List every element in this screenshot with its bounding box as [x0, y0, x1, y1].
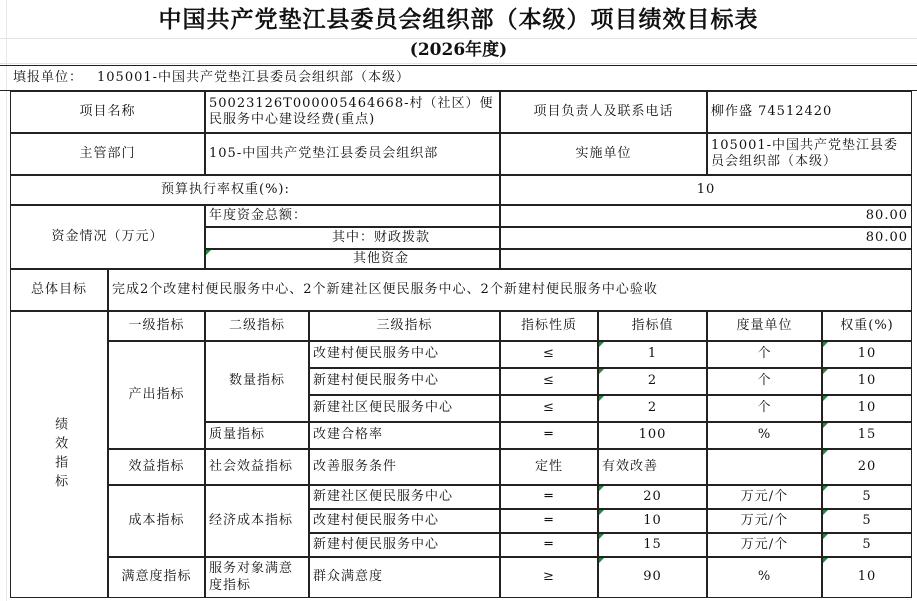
- row-value: 15: [598, 533, 707, 557]
- impl-value: 105001-中国共产党垫江县委员会组织部（本级）: [707, 133, 912, 175]
- row-unit: [707, 449, 822, 485]
- goal-label: 总体目标: [10, 269, 108, 311]
- row-weight: 10: [822, 557, 912, 598]
- row-value: 1: [598, 341, 707, 368]
- level1-cost: 成本指标: [108, 485, 205, 557]
- row-unit: 万元/个: [707, 533, 822, 557]
- cell-comment-marker: [599, 510, 604, 515]
- row-level3: 改善服务条件: [309, 449, 500, 485]
- row-level3: 新建村便民服务中心: [309, 533, 500, 557]
- row-nature: ≤: [500, 341, 598, 368]
- cell-comment-marker: [823, 396, 828, 401]
- header-nature: 指标性质: [500, 311, 598, 341]
- header-unit: 度量单位: [707, 311, 822, 341]
- indicators-section-text: 绩效指标: [52, 416, 68, 493]
- row-nature: ≤: [500, 368, 598, 395]
- cell-comment-marker: [599, 396, 604, 401]
- filler-row: [0, 65, 917, 91]
- cell-comment-marker: [206, 250, 211, 255]
- row-unit: 个: [707, 368, 822, 395]
- cell-comment-marker: [823, 558, 828, 563]
- page-subtitle-year: (2026年度): [409, 40, 508, 60]
- row-weight: 5: [822, 533, 912, 557]
- row-level3: 改建村便民服务中心: [309, 341, 500, 368]
- dept-label: 主管部门: [10, 133, 205, 175]
- dept-value: 105-中国共产党垫江县委员会组织部: [205, 133, 500, 175]
- row-level3: 改建合格率: [309, 422, 500, 449]
- header-weight: 权重(%): [822, 311, 912, 341]
- row-level3: 改建村便民服务中心: [309, 509, 500, 533]
- row-nature: ═: [500, 422, 598, 449]
- fiscal-value: 80.00: [500, 227, 912, 249]
- row-nature: ═: [500, 485, 598, 509]
- cell-comment-marker: [599, 342, 604, 347]
- row-value: 有效改善: [598, 449, 707, 485]
- row-nature: 定性: [500, 449, 598, 485]
- row-nature: ≥: [500, 557, 598, 598]
- level2-service: 服务对象满意度指标: [205, 557, 309, 598]
- row-value: 2: [598, 368, 707, 395]
- row-nature: ≤: [500, 395, 598, 422]
- cell-comment-marker: [823, 423, 828, 428]
- row-level3: 新建村便民服务中心: [309, 368, 500, 395]
- annual-total-value: 80.00: [500, 205, 912, 227]
- level2-quantity: 数量指标: [205, 341, 309, 422]
- header-level2: 二级指标: [205, 311, 309, 341]
- cell-comment-marker: [599, 369, 604, 374]
- project-name-value: 50023126T000005464668-村（社区）便民服务中心建设经费(重点): [205, 91, 500, 133]
- row-weight: 10: [822, 395, 912, 422]
- cell-comment-marker: [823, 450, 828, 455]
- level1-output: 产出指标: [108, 341, 205, 449]
- row-unit: 个: [707, 395, 822, 422]
- cell-comment-marker: [599, 558, 604, 563]
- row-level3: 新建社区便民服务中心: [309, 395, 500, 422]
- row-unit: 万元/个: [707, 509, 822, 533]
- cell-comment-marker: [599, 534, 604, 539]
- level1-benefit: 效益指标: [108, 449, 205, 485]
- header-level1: 一级指标: [108, 311, 205, 341]
- cell-comment-marker: [823, 510, 828, 515]
- filler-label: 填报单位：: [13, 69, 84, 85]
- row-value: 90: [598, 557, 707, 598]
- impl-label: 实施单位: [500, 133, 707, 175]
- row-unit: %: [707, 557, 822, 598]
- row-unit: %: [707, 422, 822, 449]
- indicators-section-label: [10, 311, 108, 598]
- row-level3: 新建社区便民服务中心: [309, 485, 500, 509]
- row-weight: 20: [822, 449, 912, 485]
- goal-value: 完成2个改建村便民服务中心、2个新建社区便民服务中心、2个新建村便民服务中心验收: [108, 269, 912, 311]
- row-value: 20: [598, 485, 707, 509]
- cell-comment-marker: [823, 342, 828, 347]
- level2-quality: 质量指标: [205, 422, 309, 449]
- row-nature: ═: [500, 533, 598, 557]
- header-value: 指标值: [598, 311, 707, 341]
- row-weight: 15: [822, 422, 912, 449]
- level1-satisfaction: 满意度指标: [108, 557, 205, 598]
- sheet-gridline: [0, 63, 917, 64]
- filler-value: 105001-中国共产党垫江县委员会组织部（本级）: [97, 69, 411, 85]
- row-unit: 万元/个: [707, 485, 822, 509]
- budget-weight-value: 10: [500, 175, 912, 205]
- row-nature: ═: [500, 509, 598, 533]
- contact-value: 柳作盛 74512420: [707, 91, 912, 133]
- row-weight: 5: [822, 485, 912, 509]
- row-unit: 个: [707, 341, 822, 368]
- funds-label: 资金情况（万元）: [10, 205, 205, 269]
- fiscal-label: 其中：财政拨款: [205, 227, 500, 249]
- budget-weight-label: 预算执行率权重(%):: [10, 175, 500, 205]
- other-funds-label: 其他资金: [205, 249, 500, 269]
- row-value: 10: [598, 509, 707, 533]
- row-value: 100: [598, 422, 707, 449]
- level2-economic: 经济成本指标: [205, 485, 309, 557]
- header-level3: 三级指标: [309, 311, 500, 341]
- annual-total-label: 年度资金总额：: [205, 205, 500, 227]
- cell-comment-marker: [823, 534, 828, 539]
- page-title: 中国共产党垫江县委员会组织部（本级）项目绩效目标表: [158, 6, 759, 33]
- row-value: 2: [598, 395, 707, 422]
- row-level3: 群众满意度: [309, 557, 500, 598]
- project-name-label: 项目名称: [10, 91, 205, 133]
- level2-social: 社会效益指标: [205, 449, 309, 485]
- row-weight: 10: [822, 341, 912, 368]
- row-weight: 10: [822, 368, 912, 395]
- other-funds-value: [500, 249, 912, 269]
- cell-comment-marker: [823, 486, 828, 491]
- row-weight: 5: [822, 509, 912, 533]
- cell-comment-marker: [599, 486, 604, 491]
- contact-label: 项目负责人及联系电话: [500, 91, 707, 133]
- cell-comment-marker: [823, 369, 828, 374]
